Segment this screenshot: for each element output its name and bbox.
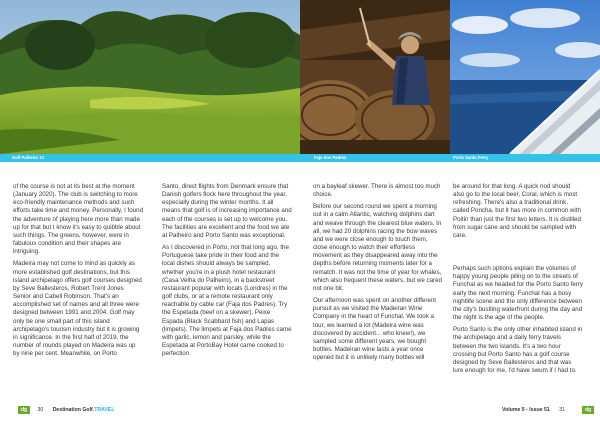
brand-accent: .TRAVEL — [92, 407, 115, 413]
paragraph: be around for that long. A quick nod should also go to the local beer, Coral, which is most refreshing. There's also a traditional drink, called Poncha, but it has more in common with Poitin than just the first two letters. It is distilled from sugar cane and should be sampled with care. — [453, 183, 581, 239]
dg-logo-badge: dg — [18, 406, 30, 414]
text-column-4 — [453, 183, 583, 379]
paragraph: Santo, direct flights from Denmark ensure that Danish golfers flock here throughout the year, especially during the winter months. It all means that golf is of increasing importance and each of the courses is set up to welcome you. The facilities are excellent and the food we ate at Palheiro and Porto Santo was exceptional. — [162, 183, 292, 239]
text-column-2 — [162, 183, 292, 362]
dg-logo-badge-right: dg — [582, 406, 594, 414]
brand-name: Destination Golf — [52, 407, 93, 413]
wine-cellar-photo — [300, 0, 450, 154]
page-number-right: 31 — [559, 407, 565, 413]
page-number-left: 30 — [37, 407, 44, 413]
caption-strip — [0, 154, 600, 162]
text-column-3 — [313, 183, 443, 366]
issue-label: Volume 5 - Issue 51 — [502, 407, 550, 413]
paragraph: Our afternoon was spent on another different pursuit as we visited the Madeiran Wine Company in the heart of Funchal. We took a tour, we learned a lot (Madeira wine was discovered by accident... who knew!), we sampled some different years, we bought bottles. Madeiran wine lasts a year once opened but it is unlikely many bottles will — [313, 297, 437, 362]
photo-caption-wine: Fajo dos Padres — [314, 155, 347, 160]
paragraph: of the course is not at its best at the moment (January 2020). The club is switching to more eco-friendly maintenance methods and such efforts take time and money. Personally, I found the adventure of playing here more than made up for that but I know it's easy to quibble about such things. The greens, however, were in fabulous condition and their shapes are intriguing. — [13, 183, 144, 256]
golf-course-photo — [0, 0, 300, 154]
photo-caption-golf: Golf Palheiro 13 — [12, 155, 44, 160]
paragraph: Madeira may not come to mind as quickly as more established golf destinations, but this island archipelago offers golf courses designed by Seve Ballesteros, Robert Trent Jones Senior and Cabell Robinson. That's an accomplished set of names and all three were designed between 1991 and 2004. Golf may only be one small part of this island archipelago's tourism industry but it is growing in significance. In the first half of 2019, the number of rounds played on Madeira was up by nine per cent. Meanwhile, on Porto — [13, 260, 142, 358]
paragraph: Perhaps such options explain the volumes of happy young people piling on to the streets of Funchal as we headed for the Porto Santo ferry early the next morning. Funchal has a busy nightlife scene and the only difference between the city's bustling waterfront during the day and the night is the age of the people. — [453, 265, 584, 322]
paragraph: Porto Santo is the only other inhabited island in the archipelago and a daily ferry travels between the two islands. It's a two hour crossing but Porto Santo has a golf course designed by Seve Ballesteros and that was lure enough for me. I'd have swum if I had to. — [453, 326, 583, 374]
text-column-1 — [13, 183, 143, 362]
footer-right — [502, 405, 565, 415]
footer-left — [18, 405, 115, 415]
photo-caption-ferry: Porto Santo Ferry — [453, 155, 489, 160]
paragraph: As I discovered in Porto, not that long ago, the Portuguese take pride in their food and the local dishes should always be sampled, whether you're in a plush hotel restaurant (Casa Velha do Palheiro), in a backstreet restaurant popular with locals (Londres) in the golf clubs, or at a remote restaurant only reachable by cable car (Faja dos Padres). Try the Espetada (beef on a skewer), Peixe Espada (Black Scabbard fish) and Lapas (limpets). The limpets at Faja dos Padres came with garlic, lemon and parsley, while the Espetada at PortoBay Hotel came cooked to perfection — [162, 244, 292, 358]
ferry-photo — [450, 0, 600, 154]
paragraph: on a bayleaf skewer. There is almost too much choice. — [313, 183, 441, 199]
paragraph: Before our second round we spent a morning out in a calm Atlantic, watching dolphins dart and weave through the clearest blue waters. In all, we had 20 dolphins racing the bow waves and we were close enough to touch them, close enough to watch their effortless movement as they disappeared away into the depths before returning moments later for a rematch. It was not the time of year for whales, which also frequent these waters, but we cared not one bit. — [313, 203, 442, 292]
